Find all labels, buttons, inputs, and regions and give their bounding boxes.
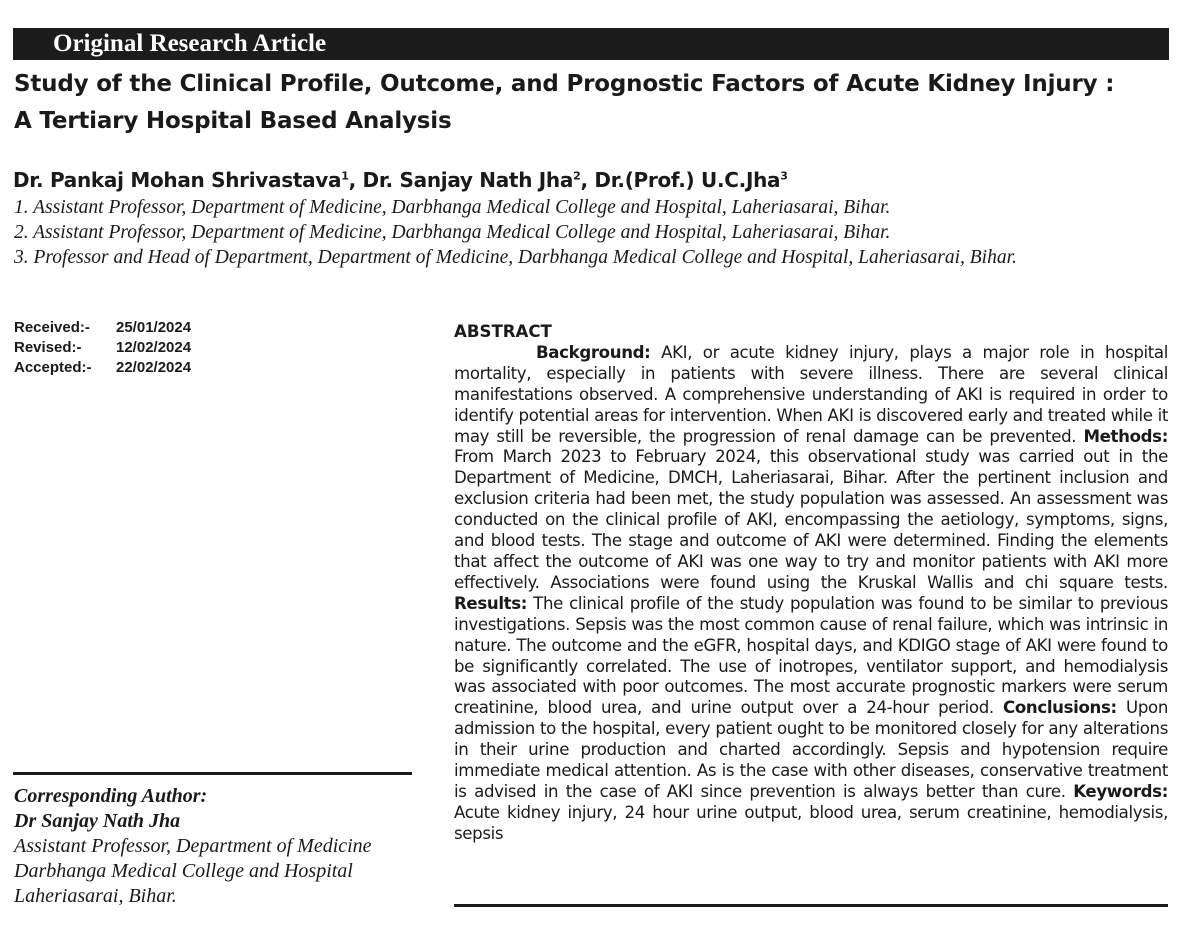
author-separator: , xyxy=(580,168,595,192)
revised-date: 12/02/2024 xyxy=(116,339,192,356)
corresponding-line: Laheriasarai, Bihar. xyxy=(14,885,177,907)
author-name: Dr.(Prof.) U.C.Jha xyxy=(594,168,781,192)
conclusions-text: Upon admission to the hospital, every patient ought to be monitored closely for any alterations in their urine production and charted accordingly. Sepsis and hypotension require immediate medical attention. As is the case with other diseases, conservative treatment is advised in the case of AKI since prevention is always better than cure. xyxy=(454,698,1168,801)
revised-label: Revised:- xyxy=(14,339,82,356)
publication-dates xyxy=(14,318,191,378)
accepted-label: Accepted:- xyxy=(14,359,92,376)
results-label: Results: xyxy=(454,593,528,613)
keywords-label: Keywords: xyxy=(1073,781,1168,801)
corresponding-line: Darbhanga Medical College and Hospital xyxy=(14,860,353,882)
received-date: 25/01/2024 xyxy=(116,319,192,336)
affiliation-item: 2. Assistant Professor, Department of Medicine, Darbhanga Medical College and Hospital, Laheriasarai, Bihar. xyxy=(14,222,891,243)
corresponding-heading: Corresponding Author: xyxy=(14,785,208,807)
keywords-text: Acute kidney injury, 24 hour urine output, blood urea, serum creatinine, hemodialysis, sepsis xyxy=(454,802,1168,843)
corresponding-line: Assistant Professor, Department of Medicine xyxy=(14,835,372,857)
abstract-divider xyxy=(454,904,1168,907)
received-label: Received:- xyxy=(14,319,90,336)
author-superscript: 2 xyxy=(573,169,581,183)
affiliation-list xyxy=(14,195,1017,270)
revised-row xyxy=(14,338,191,358)
received-row xyxy=(14,318,191,338)
corresponding-author-block xyxy=(14,784,372,909)
title-line-1: Study of the Clinical Profile, Outcome, and Prognostic Factors of Acute Kidney Injury : xyxy=(14,71,1115,97)
abstract-heading: ABSTRACT xyxy=(454,322,552,341)
results-text: The clinical profile of the study population was found to be similar to previous investigations. Sepsis was the most common cause of renal failure, which was intrinsic in nature. The outcome and the eGFR, hospital days, and KDIGO stage of AKI were found to be significantly correlated. The use of inotropes, ventilator support, and hemodialysis was associated with poor outcomes. The most accurate prognostic markers were serum creatinine, blood urea, and urine output over a 24-hour period. xyxy=(454,593,1168,718)
author-name: Dr. Sanjay Nath Jha xyxy=(362,168,574,192)
methods-label: Methods: xyxy=(1083,426,1168,446)
abstract-body xyxy=(454,343,1168,845)
accepted-date: 22/02/2024 xyxy=(116,359,192,376)
accepted-row xyxy=(14,358,191,378)
conclusions-label: Conclusions: xyxy=(1003,698,1117,718)
background-text: AKI, or acute kidney injury, plays a major role in hospital mortality, especially in patients with severe illness. There are several clinical manifestations observed. A comprehensive understanding of AKI is required in order to identify potential areas for intervention. When AKI is discovered early and treated while it may still be reversible, the progression of renal damage can be prevented. xyxy=(454,342,1168,446)
affiliation-item: 3. Professor and Head of Department, Department of Medicine, Darbhanga Medical College and Hospital, Laheriasarai, Bihar. xyxy=(14,247,1017,268)
author-superscript: 3 xyxy=(780,169,788,183)
article-title xyxy=(14,66,1184,140)
background-label: Background: xyxy=(536,342,651,362)
title-line-2: A Tertiary Hospital Based Analysis xyxy=(14,108,452,134)
corresponding-name: Dr Sanjay Nath Jha xyxy=(14,810,181,832)
author-superscript: 1 xyxy=(341,169,349,183)
author-name: Dr. Pankaj Mohan Shrivastava xyxy=(13,168,342,192)
author-separator: , xyxy=(348,168,363,192)
affiliation-item: 1. Assistant Professor, Department of Medicine, Darbhanga Medical College and Hospital, Laheriasarai, Bihar. xyxy=(14,197,891,218)
methods-text: From March 2023 to February 2024, this observational study was carried out in the Department of Medicine, DMCH, Laheriasarai, Bihar. After the pertinent inclusion and exclusion criteria had been met, the study population was assessed. An assessment was conducted on the clinical profile of AKI, encompassing the aetiology, symptoms, signs, and blood tests. The stage and outcome of AKI were determined. Finding the elements that affect the outcome of AKI was one way to try and monitor patients with AKI more effectively. Associations were found using the Kruskal Wallis and chi square tests. xyxy=(454,447,1168,592)
article-type-banner: Original Research Article xyxy=(13,28,1169,60)
author-list xyxy=(13,165,788,195)
abstract-section xyxy=(454,322,1168,845)
corresponding-divider xyxy=(13,772,412,775)
